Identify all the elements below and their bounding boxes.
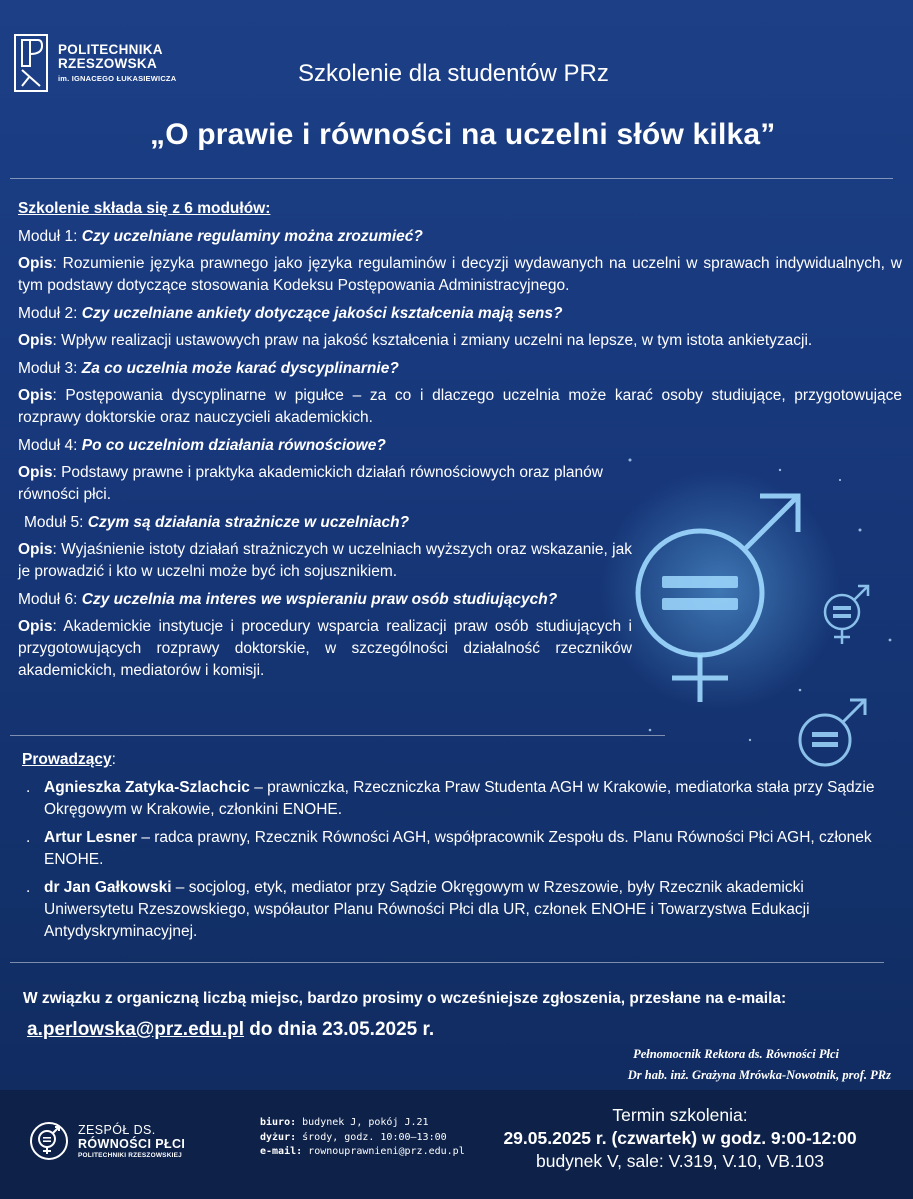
bullet: . [26, 879, 31, 896]
module-2-title: Moduł 2: Czy uczelniane ankiety dotyczące jakości kształcenia mają sens? [18, 305, 563, 322]
divider-top [10, 178, 893, 179]
registration-email-link[interactable]: a.perlowska@prz.edu.pl [27, 1019, 245, 1040]
leaders-heading: Prowadzący: [22, 751, 116, 768]
module-1-desc: Opis: Rozumienie języka prawnego jako języka regulaminów i decyzji wydawanych na uczelni w sprawach indywidualnych, w tym podstawy dotyczące stosowania Kodeksu Postępowania Administracyjnego. [18, 255, 902, 294]
university-logo-icon [14, 34, 48, 92]
page-title: „O prawie i równości na uczelni słów kilka” [150, 118, 776, 151]
leader-name: Artur Lesner [44, 829, 138, 846]
leader-item [22, 777, 892, 821]
logo-line-3: im. IGNACEGO ŁUKASIEWICZA [58, 74, 177, 84]
module-6-title: Moduł 6: Czy uczelnia ma interes we wspieraniu praw osób studiujących? [18, 591, 558, 608]
team-equality-icon [28, 1120, 70, 1162]
term-date: 29.05.2025 r. (czwartek) w godz. 9:00-12:00 [503, 1127, 857, 1148]
leader-desc: – radca prawny, Rzecznik Równości AGH, współpracownik Zespołu ds. Planu Równości Płci AGH, członek ENOHE. [44, 829, 872, 868]
term-label: Termin szkolenia: [612, 1105, 748, 1125]
team-line-3: POLITECHNIKI RZESZOWSKIEJ [78, 1151, 182, 1159]
signature-role: Pełnomocnik Rektora ds. Równości Płci [633, 1047, 839, 1061]
footer [0, 1090, 913, 1199]
module-3-title: Moduł 3: Za co uczelnia może karać dyscyplinarnie? [18, 360, 399, 377]
office-email: e-mail: rownouprawnieni@prz.edu.pl [260, 1146, 465, 1157]
office-hours: dyżur: środy, godz. 10:00–13:00 [260, 1131, 447, 1143]
office-info [260, 1116, 465, 1160]
module-6-desc: Opis: Akademickie instytucje i procedury wsparcia realizacji praw osób studiujących i przygotowujących rozprawy doktorskie, w szczególności działalność rzeczników akademickich, mediatorów i komisji. [18, 618, 632, 679]
logo-line-1: POLITECHNIKA [58, 41, 163, 57]
logo-line-2: RZESZOWSKA [58, 56, 157, 72]
leaders-section [22, 749, 892, 949]
modules-heading: Szkolenie składa się z 6 modułów: [18, 200, 271, 217]
signature-name: Dr hab. inż. Grażyna Mrówka-Nowotnik, prof. PRz [627, 1067, 891, 1082]
bullet: . [26, 779, 31, 796]
office-location: biuro: budynek J, pokój J.21 [260, 1117, 429, 1128]
module-5-desc: Opis: Wyjaśnienie istoty działań strażniczych w uczelniach wyższych oraz wskazanie, jak je prowadzić i kto w uczelni może być ich sojusznikiem. [18, 541, 632, 580]
module-2-desc: Opis: Wpływ realizacji ustawowych praw na jakość kształcenia i zmiany uczelni na lepsze, w tym istota ankietyzacji. [18, 332, 813, 349]
modules-section [18, 198, 902, 688]
training-term [470, 1104, 890, 1172]
module-5-title: Moduł 5: Czym są działania strażnicze w uczelniach? [24, 514, 410, 531]
team-line-2: RÓWNOŚCI PŁCI [78, 1137, 186, 1152]
registration-row [27, 1019, 434, 1041]
term-place: budynek V, sale: V.319, V.10, VB.103 [535, 1150, 824, 1171]
bullet: . [26, 829, 31, 846]
registration-notice: W związku z organiczną liczbą miejsc, bardzo prosimy o wcześniejsze zgłoszenia, przesłane na e-maila: [23, 990, 787, 1007]
divider-leaders [10, 962, 884, 963]
leader-desc: – socjolog, etyk, mediator przy Sądzie Okręgowym w Rzeszowie, były Rzecznik akademicki Uniwersytetu Rzeszowskiego, współautor Planu Równości Płci dla UR, członek ENOHE i Towarzystwa Edukacji Antydyskryminacyjnej. [44, 879, 810, 940]
signature [628, 1044, 891, 1085]
module-1-title: Moduł 1: Czy uczelniane regulaminy można zrozumieć? [18, 228, 423, 245]
module-4-desc: Opis: Podstawy prawne i praktyka akademickich działań równościowych oraz planów równości płci. [18, 464, 603, 503]
module-4-title: Moduł 4: Po co uczelniom działania równościowe? [18, 437, 386, 454]
leader-item [22, 877, 892, 943]
module-3-desc: Opis: Postępowania dyscyplinarne w pigułce – za co i dlaczego uczelnia może karać osoby studiujące, przygotowujące rozprawy doktorskie oraz nauczycieli akademickich. [18, 387, 902, 426]
page-subtitle: Szkolenie dla studentów PRz [298, 60, 609, 87]
registration-deadline: do dnia 23.05.2025 r. [244, 1019, 435, 1040]
team-line-1: ZESPÓŁ DS. [78, 1122, 156, 1137]
divider-modules [10, 735, 665, 736]
leader-item [22, 827, 892, 871]
leader-name: Agnieszka Zatyka-Szlachcic [44, 779, 250, 796]
leader-name: dr Jan Gałkowski [44, 879, 172, 896]
leader-desc: – prawniczka, Rzeczniczka Praw Studenta AGH w Krakowie, mediatorka stała przy Sądzie Okręgowym w Krakowie, członkini ENOHE. [44, 779, 875, 818]
team-logo [28, 1120, 185, 1162]
university-logo [14, 34, 176, 92]
office-email-link[interactable]: rownouprawnieni@prz.edu.pl [302, 1146, 465, 1157]
